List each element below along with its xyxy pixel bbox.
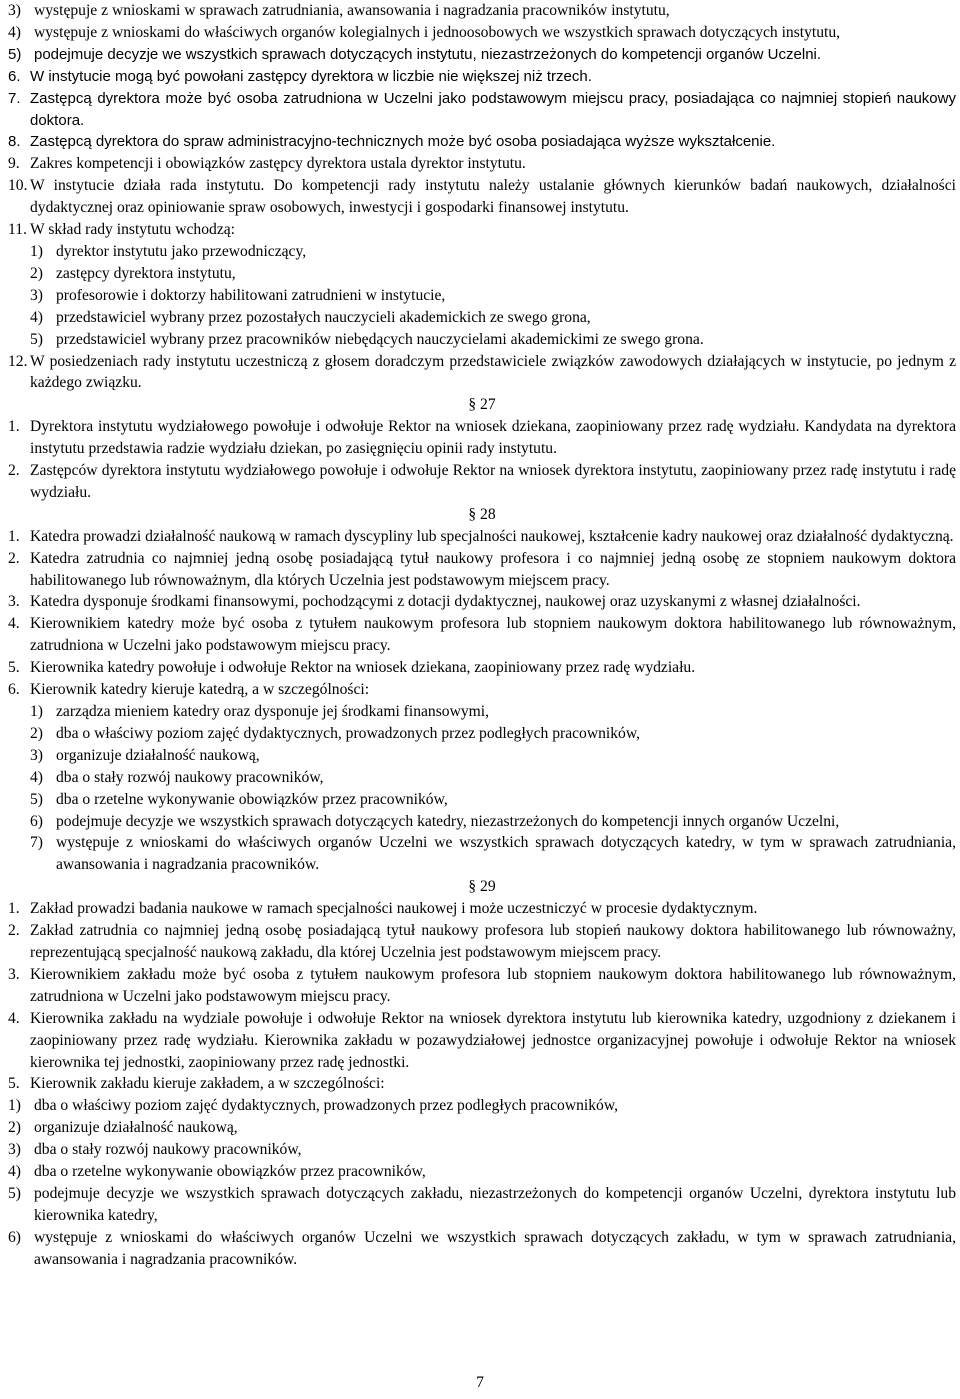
list-item [8,1008,956,1074]
item-number: 3) [8,2,21,19]
list-item [8,526,956,548]
section-26-continued [8,66,956,241]
item-text: Kierownik zakładu kieruje zakładem, a w szczególności: [30,1075,385,1093]
list-item [8,789,956,811]
item-text: Zastępcą dyrektora do spraw administracyjno-technicznych może być osoba posiadająca wyższe wykształcenie. [30,133,776,151]
top-list [8,0,956,66]
item-number: 6) [8,1228,21,1246]
list-item [8,241,956,263]
item-text: W instytucie mogą być powołani zastępcy dyrektora w liczbie nie większej niż trzech. [30,67,592,85]
item-number: 6. [8,681,20,699]
list-item [8,964,956,1008]
list-item [8,1183,956,1227]
list-item [8,613,956,657]
list-item [8,767,956,789]
item-text: Kierownik katedry kieruje katedrą, a w szczególności: [30,681,370,699]
item-text: zarządza mieniem katedry oraz dysponuje jej środkami finansowymi, [56,703,490,720]
item-text: przedstawiciel wybrany przez pracowników niebędących nauczycielami akademickimi ze swego grona. [56,330,704,348]
item-text: występuje z wnioskami do właściwych organów Uczelni we wszystkich sprawach dotyczących zakładu, w tym w sprawach zatrudniania, awansowania i nagradzania pracowników. [34,1228,956,1268]
item-text: Kierownikiem katedry może być osoba z tytułem naukowym profesora lub stopniem naukowym doktora habilitowanego lub równoważnym, zatrudniona w Uczelni jako podstawowym miejscu pracy. [30,615,956,655]
item-number: 6) [30,812,43,830]
list-item [8,548,956,592]
item-text: dba o stały rozwój naukowy pracowników, [56,768,324,786]
zaklad-duties-list [8,1095,956,1270]
item-text: Katedra prowadzi działalność naukową w ramach dyscypliny lub specjalności naukowej, kształcenie kadry naukowej oraz działalność dydaktyczną. [30,527,954,545]
list-item [8,44,956,66]
list-item [8,263,956,285]
item-text: W instytucie działa rada instytutu. Do kompetencji rady instytutu należy ustalanie głównych kierunków badań naukowych, działalności dydaktycznej oraz opiniowanie spraw osobowych, inwestycji i gospodarki finansowej instytutu. [30,177,956,217]
item-number: 2) [8,1119,21,1137]
list-item [8,920,956,964]
section-heading-29: § 29 [468,878,496,896]
item-number: 5) [8,1184,21,1202]
item-number: 3. [8,593,20,611]
list-item [8,416,956,460]
list-item [8,1139,956,1161]
list-item [8,22,956,44]
item-text: Kierownikiem zakładu może być osoba z tytułem naukowym profesora lub stopniem naukowym doktora habilitowanego lub równoważnym, zatrudniona w Uczelni jako podstawowym miejscu pracy. [30,965,956,1005]
list-item [8,1095,956,1117]
item-text: dba o właściwy poziom zajęć dydaktycznych, prowadzonych przez podległych pracowników, [34,1097,618,1115]
item-text: występuje z wnioskami w sprawach zatrudniania, awansowania i nagradzania pracowników instytutu, [34,2,670,19]
item-number: 7. [8,89,21,107]
item-text: organizuje działalność naukową, [34,1119,238,1137]
list-item [8,745,956,767]
list-item [8,219,956,241]
list-item [8,701,956,723]
item-text: Zakres kompetencji i obowiązków zastępcy dyrektora ustala dyrektor instytutu. [30,155,526,173]
item-text: Zakład zatrudnia co najmniej jedną osobę posiadającą tytuł naukowy profesora lub stopień naukowy doktora habilitowanego lub równoważny, reprezentującą specjalność naukową zakładu, dla której Uczelnia jest podstawowym miejscem pracy. [30,922,956,961]
item-number: 9. [8,155,20,173]
item-text: podejmuje decyzje we wszystkich sprawach dotyczących katedry, niezastrzeżonych do kompetencji innych organów Uczelni, [56,812,840,830]
item-text: Zakład prowadzi badania naukowe w ramach specjalności naukowej i może uczestniczyć w procesie dydaktycznym. [30,900,758,918]
list-item [8,1073,956,1095]
item-number: 3. [8,965,20,983]
section-29-list [8,898,956,1095]
section-heading-27: § 27 [468,396,496,414]
list-item [8,1117,956,1139]
item-number: 5) [8,45,22,63]
paragraph-text: W posiedzeniach rady instytutu uczestniczą z głosem doradczym przedstawiciele związków zawodowych działających w instytucie, po jednym z każdego związku. [30,352,956,392]
item-number: 3) [30,286,43,304]
list-item [8,723,956,745]
item-number: 4) [8,1163,21,1181]
list-item [8,1227,956,1271]
section-heading-28: § 28 [468,505,496,523]
item-number: 2) [30,724,43,742]
list-item [8,591,956,613]
section-27-list [8,416,956,504]
item-text: Dyrektora instytutu wydziałowego powołuje i odwołuje Rektor na wniosek dziekana, zaopiniowany przez radę wydziału. Kandydata na dyrektora instytutu przedstawia radzie wydziału dziekan, po zasięgnięciu opinii rady instytutu. [30,418,956,458]
item-text: dba o rzetelne wykonywanie obowiązków przez pracowników, [56,790,448,808]
list-item [8,66,956,88]
item-text: występuje z wnioskami do właściwych organów kolegialnych i jednoosobowych we wszystkich sprawach dotyczących instytutu, [34,23,841,41]
item-text: podejmuje decyzje we wszystkich sprawach dotyczących zakładu, niezastrzeżonych do kompetencji organów Uczelni, dyrektora instytutu lub kierownika katedry, [34,1184,956,1224]
item-number: 1. [8,900,20,918]
item-number: 1. [8,527,20,545]
item-number: 1) [30,242,43,260]
list-item [8,131,956,153]
section-28-list [8,526,956,701]
list-item [8,679,956,701]
item-number: 6. [8,67,21,85]
item-text: W skład rady instytutu wchodzą: [30,221,235,239]
item-number: 7) [30,834,43,852]
item-text: dba o stały rozwój naukowy pracowników, [34,1141,302,1159]
rada-composition-list [8,241,956,351]
item-number: 2. [8,549,20,567]
item-text: Kierownika zakładu na wydziale powołuje i odwołuje Rektor na wniosek dyrektora instytutu lub kierownika katedry, uzgodniony z dziekanem i zaopiniowany przez radę wydziału. Kierownika zakładu w pozawydziałowej jednostce organizacyjnej powołuje i odwołuje Rektor na wniosek kierownika tej jednostki, zaopiniowany przez radę jednostki. [30,1009,956,1071]
item-text: przedstawiciel wybrany przez pozostałych nauczycieli akademickich ze swego grona, [56,308,591,326]
paragraph-26-12 [8,351,956,395]
item-text: występuje z wnioskami do właściwych organów Uczelni we wszystkich sprawach dotyczących katedry, w tym w sprawach zatrudniania, awansowania i nagradzania pracowników. [56,834,956,874]
item-number: 4) [30,768,43,786]
item-number: 4. [8,615,20,633]
document-body [8,0,956,1271]
item-number: 5) [30,330,43,348]
item-number: 4. [8,1009,20,1027]
item-text: podejmuje decyzje we wszystkich sprawach dotyczących instytutu, niezastrzeżonych do kompetencji organów Uczelni. [34,45,822,63]
item-number: 10. [8,177,28,195]
list-item [8,1161,956,1183]
item-number: 2. [8,922,20,940]
item-text: profesorowie i doktorzy habilitowani zatrudnieni w instytucie, [56,286,446,304]
list-item [8,460,956,504]
item-text: Kierownika katedry powołuje i odwołuje Rektor na wniosek dziekana, zaopiniowany przez radę wydziału. [30,659,696,677]
list-item [8,832,956,876]
item-text: Katedra dysponuje środkami finansowymi, pochodzącymi z dotacji dydaktycznej, naukowej oraz uzyskanymi z własnej działalności. [30,593,861,611]
item-text: organizuje działalność naukową, [56,746,260,764]
item-number: 8. [8,133,21,151]
item-text: dba o właściwy poziom zajęć dydaktycznych, prowadzonych przez podległych pracowników, [56,724,640,742]
item-number: 11. [8,221,27,239]
paragraph-number: 12. [8,352,28,370]
item-number: 2) [30,264,43,282]
item-text: dba o rzetelne wykonywanie obowiązków przez pracowników, [34,1163,426,1181]
item-text: Katedra zatrudnia co najmniej jedną osobę posiadającą tytuł naukowy profesora i co najmniej jedną osobę ze stopniem naukowym doktora habilitowanego lub równoważnym, dla których Uczelnia jest podstawowym miejscem pracy. [30,549,956,589]
item-text: zastępcy dyrektora instytutu, [56,264,236,282]
item-number: 1) [30,703,43,720]
list-item [8,153,956,175]
item-number: 5. [8,659,20,677]
item-number: 4) [8,23,21,41]
item-number: 3) [8,1141,21,1159]
item-number: 5. [8,1075,20,1093]
item-number: 1. [8,418,20,436]
page-number: 7 [476,1374,484,1391]
list-item [8,307,956,329]
list-item [8,811,956,833]
item-number: 1) [8,1097,21,1115]
item-text: Zastępców dyrektora instytutu wydziałowego powołuje i odwołuje Rektor na wniosek dyrektora instytutu, zaopiniowany przez radę instytutu i radę wydziału. [30,462,956,501]
item-number: 5) [30,790,43,808]
list-item [8,0,956,22]
item-text: dyrektor instytutu jako przewodniczący, [56,242,307,260]
item-number: 4) [30,308,43,326]
list-item [8,657,956,679]
item-text: Zastępcą dyrektora może być osoba zatrudniona w Uczelni jako podstawowym miejscu pracy, posiadająca co najmniej stopień naukowy doktora. [30,89,956,129]
list-item [8,329,956,351]
katedra-duties-list [8,701,956,876]
item-number: 3) [30,746,43,764]
item-number: 2. [8,462,20,480]
list-item [8,285,956,307]
list-item [8,175,956,219]
list-item [8,898,956,920]
list-item [8,88,956,132]
